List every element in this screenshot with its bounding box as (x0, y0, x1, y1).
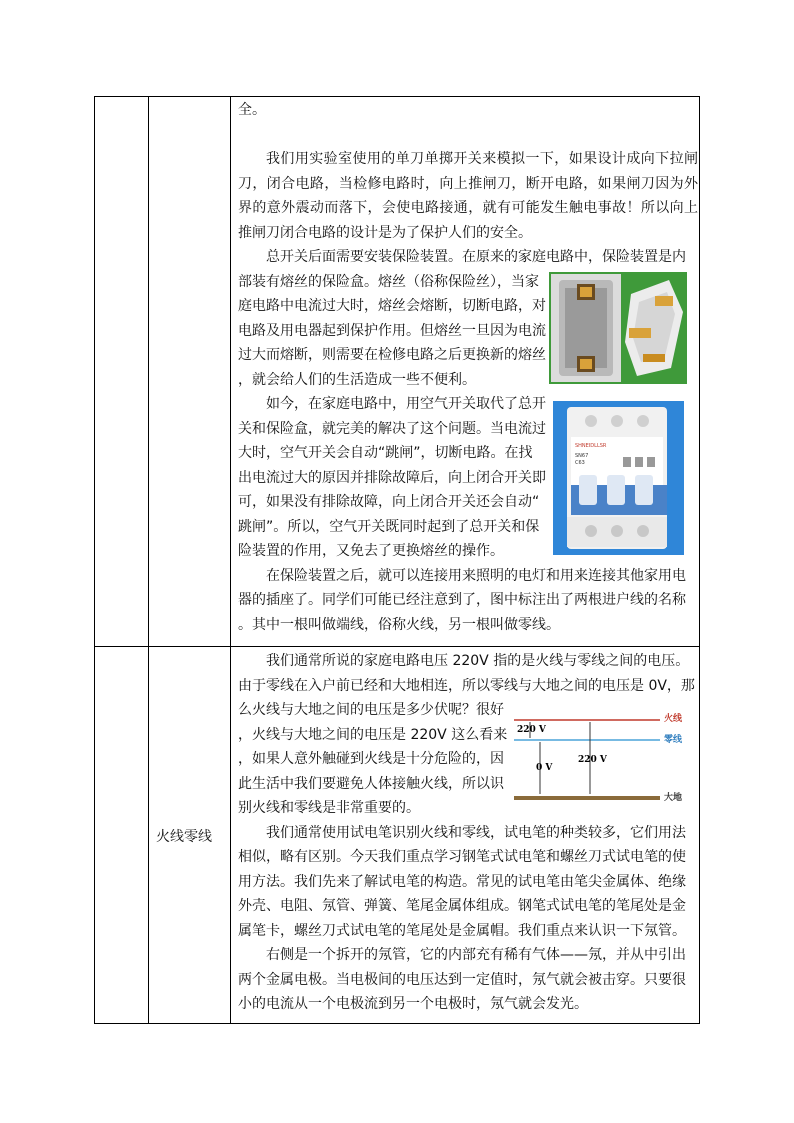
row1-p3-line: 部装有熔丝的保险盒。熔丝（俗称保险丝），当家 (238, 273, 539, 290)
label-earth: 大地 (664, 793, 683, 802)
label-zero: 零线 (664, 735, 683, 745)
row1-p4-line: 如今，在家庭电路中，用空气开关取代了总开 (266, 396, 546, 412)
row1-p1: 全。 (238, 102, 266, 118)
row-divider (94, 646, 700, 647)
row2-p2-line: 我们通常使用试电笔识别火线和零线，试电笔的种类较多，它们用法 (266, 824, 686, 841)
row2-p2-line: 用方法。我们先来了解试电笔的构造。常见的试电笔由笔尖金属体、绝缘 (238, 873, 686, 890)
row2-p1-line: 别火线和零线是非常重要的。 (238, 800, 420, 816)
label-fire: 火线 (664, 714, 683, 724)
row1-p4-line: 险装置的作用，又免去了更换熔丝的操作。 (238, 543, 504, 559)
row2-p1-line: ，如果人意外触碰到火线是十分危险的，因 (238, 751, 504, 767)
row2-p2-line: 相似，略有区别。今天我们重点学习钢笔式试电笔和螺丝刀式试电笔的使 (238, 849, 686, 865)
breaker-brand: SHNEIDLLSR (575, 443, 607, 449)
col-divider-2 (230, 96, 231, 1024)
row2-p1-line: ，火线与大地之间的电压是 220V 这么看来 (238, 726, 508, 743)
air-breaker-image (553, 401, 684, 555)
row1-p5-line: 在保险装置之后，就可以连接用来照明的电灯和用来连接其他家用电 (266, 567, 686, 584)
row2-p3-line: 两个金属电极。当电极间的电压达到一定值时，氖气就会被击穿。只要很 (238, 971, 686, 988)
row1-p3-line: 庭电路中电流过大时，熔丝会熔断，切断电路，对 (238, 298, 546, 314)
row2-p3-line: 小的电流从一个电极流到另一个电极时，氖气就会发光。 (238, 996, 588, 1012)
row1-p4-line: 关和保险盒，就完美的解决了这个问题。当电流过 (238, 420, 546, 437)
row1-p4-line: 跳闸”。所以，空气开关既同时起到了总开关和保 (238, 518, 540, 535)
fuse-box-svg (549, 272, 687, 384)
row1-p2: 我们用实验室使用的单刀单掷开关来模拟一下，如果设计成向下拉闸刀，闭合电路，当检修电路时，向上推闸刀，断开电路，如果闸刀因为外界的意外震动而落下，会使电路接通，就有可能发生触电事故！所以向上推闸刀闭合电路的设计是为了保护人们的安全。 (238, 151, 698, 241)
voltage-diagram-svg (510, 710, 690, 802)
row1-p4-line: 可，如果没有排除故障，向上闭合开关还会自动“ (238, 494, 540, 510)
label-0v: 0 V (536, 763, 553, 773)
breaker-svg (553, 401, 684, 555)
label-220v-top: 220 V (517, 725, 546, 735)
row1-p4-line: 出电流过大的原因并排除故障后，向上闭合开关即 (238, 469, 546, 486)
row2-p1-line: 由于零线在入户前已经和大地相连，所以零线与大地之间的电压是 0V，那 (238, 677, 695, 694)
row1-p5-line: 器的插座了。同学们可能已经注意到了，图中标注出了两根进户线的名称 (238, 592, 686, 608)
row1-p4-line: 大时，空气开关会自动“跳闸”，切断电路。在找 (238, 445, 533, 461)
row2-p2-line: 外壳、电阻、氖管、弹簧、笔尾金属体组成。钢笔式试电笔的笔尾处是金 (238, 898, 686, 914)
row1-p5-line: 。其中一根叫做端线，俗称火线，另一根叫做零线。 (238, 616, 560, 633)
row2-p3-line: 右侧是一个拆开的氖管，它的内部充有稀有气体——氖，并从中引出 (266, 947, 686, 963)
breaker-rating: C63 (575, 460, 585, 466)
row2-p2-line: 属笔卡，螺丝刀式试电笔的笔尾处是金属帽。我们重点来认识一下氖管。 (238, 922, 686, 939)
row1-p3-line: 总开关后面需要安装保险装置。在原来的家庭电路中，保险装置是内 (266, 249, 686, 265)
voltage-diagram (510, 710, 690, 802)
row1-p3-line: ，就会给人们的生活造成一些不便利。 (238, 371, 476, 388)
row2-p1-line: 我们通常所说的家庭电路电压 220V 指的是火线与零线之间的电压。 (266, 653, 690, 669)
row1-p3-line: 电路及用电器起到保护作用。但熔丝一旦因为电流 (238, 322, 546, 339)
fuse-box-image (549, 272, 687, 384)
breaker-model: SN67 (575, 453, 589, 459)
row1-p3-line: 过大而熔断，则需要在检修电路之后更换新的熔丝 (238, 347, 546, 363)
row2-p1-line: 此生活中我们要避免人体接触火线，所以识 (238, 775, 504, 792)
col-divider-1 (148, 96, 149, 1024)
row2-label: 火线零线 (156, 829, 212, 845)
label-220v-mid: 220 V (578, 755, 607, 765)
row2-p1-line: 么火线与大地之间的电压是多少伏呢？很好 (238, 702, 504, 718)
